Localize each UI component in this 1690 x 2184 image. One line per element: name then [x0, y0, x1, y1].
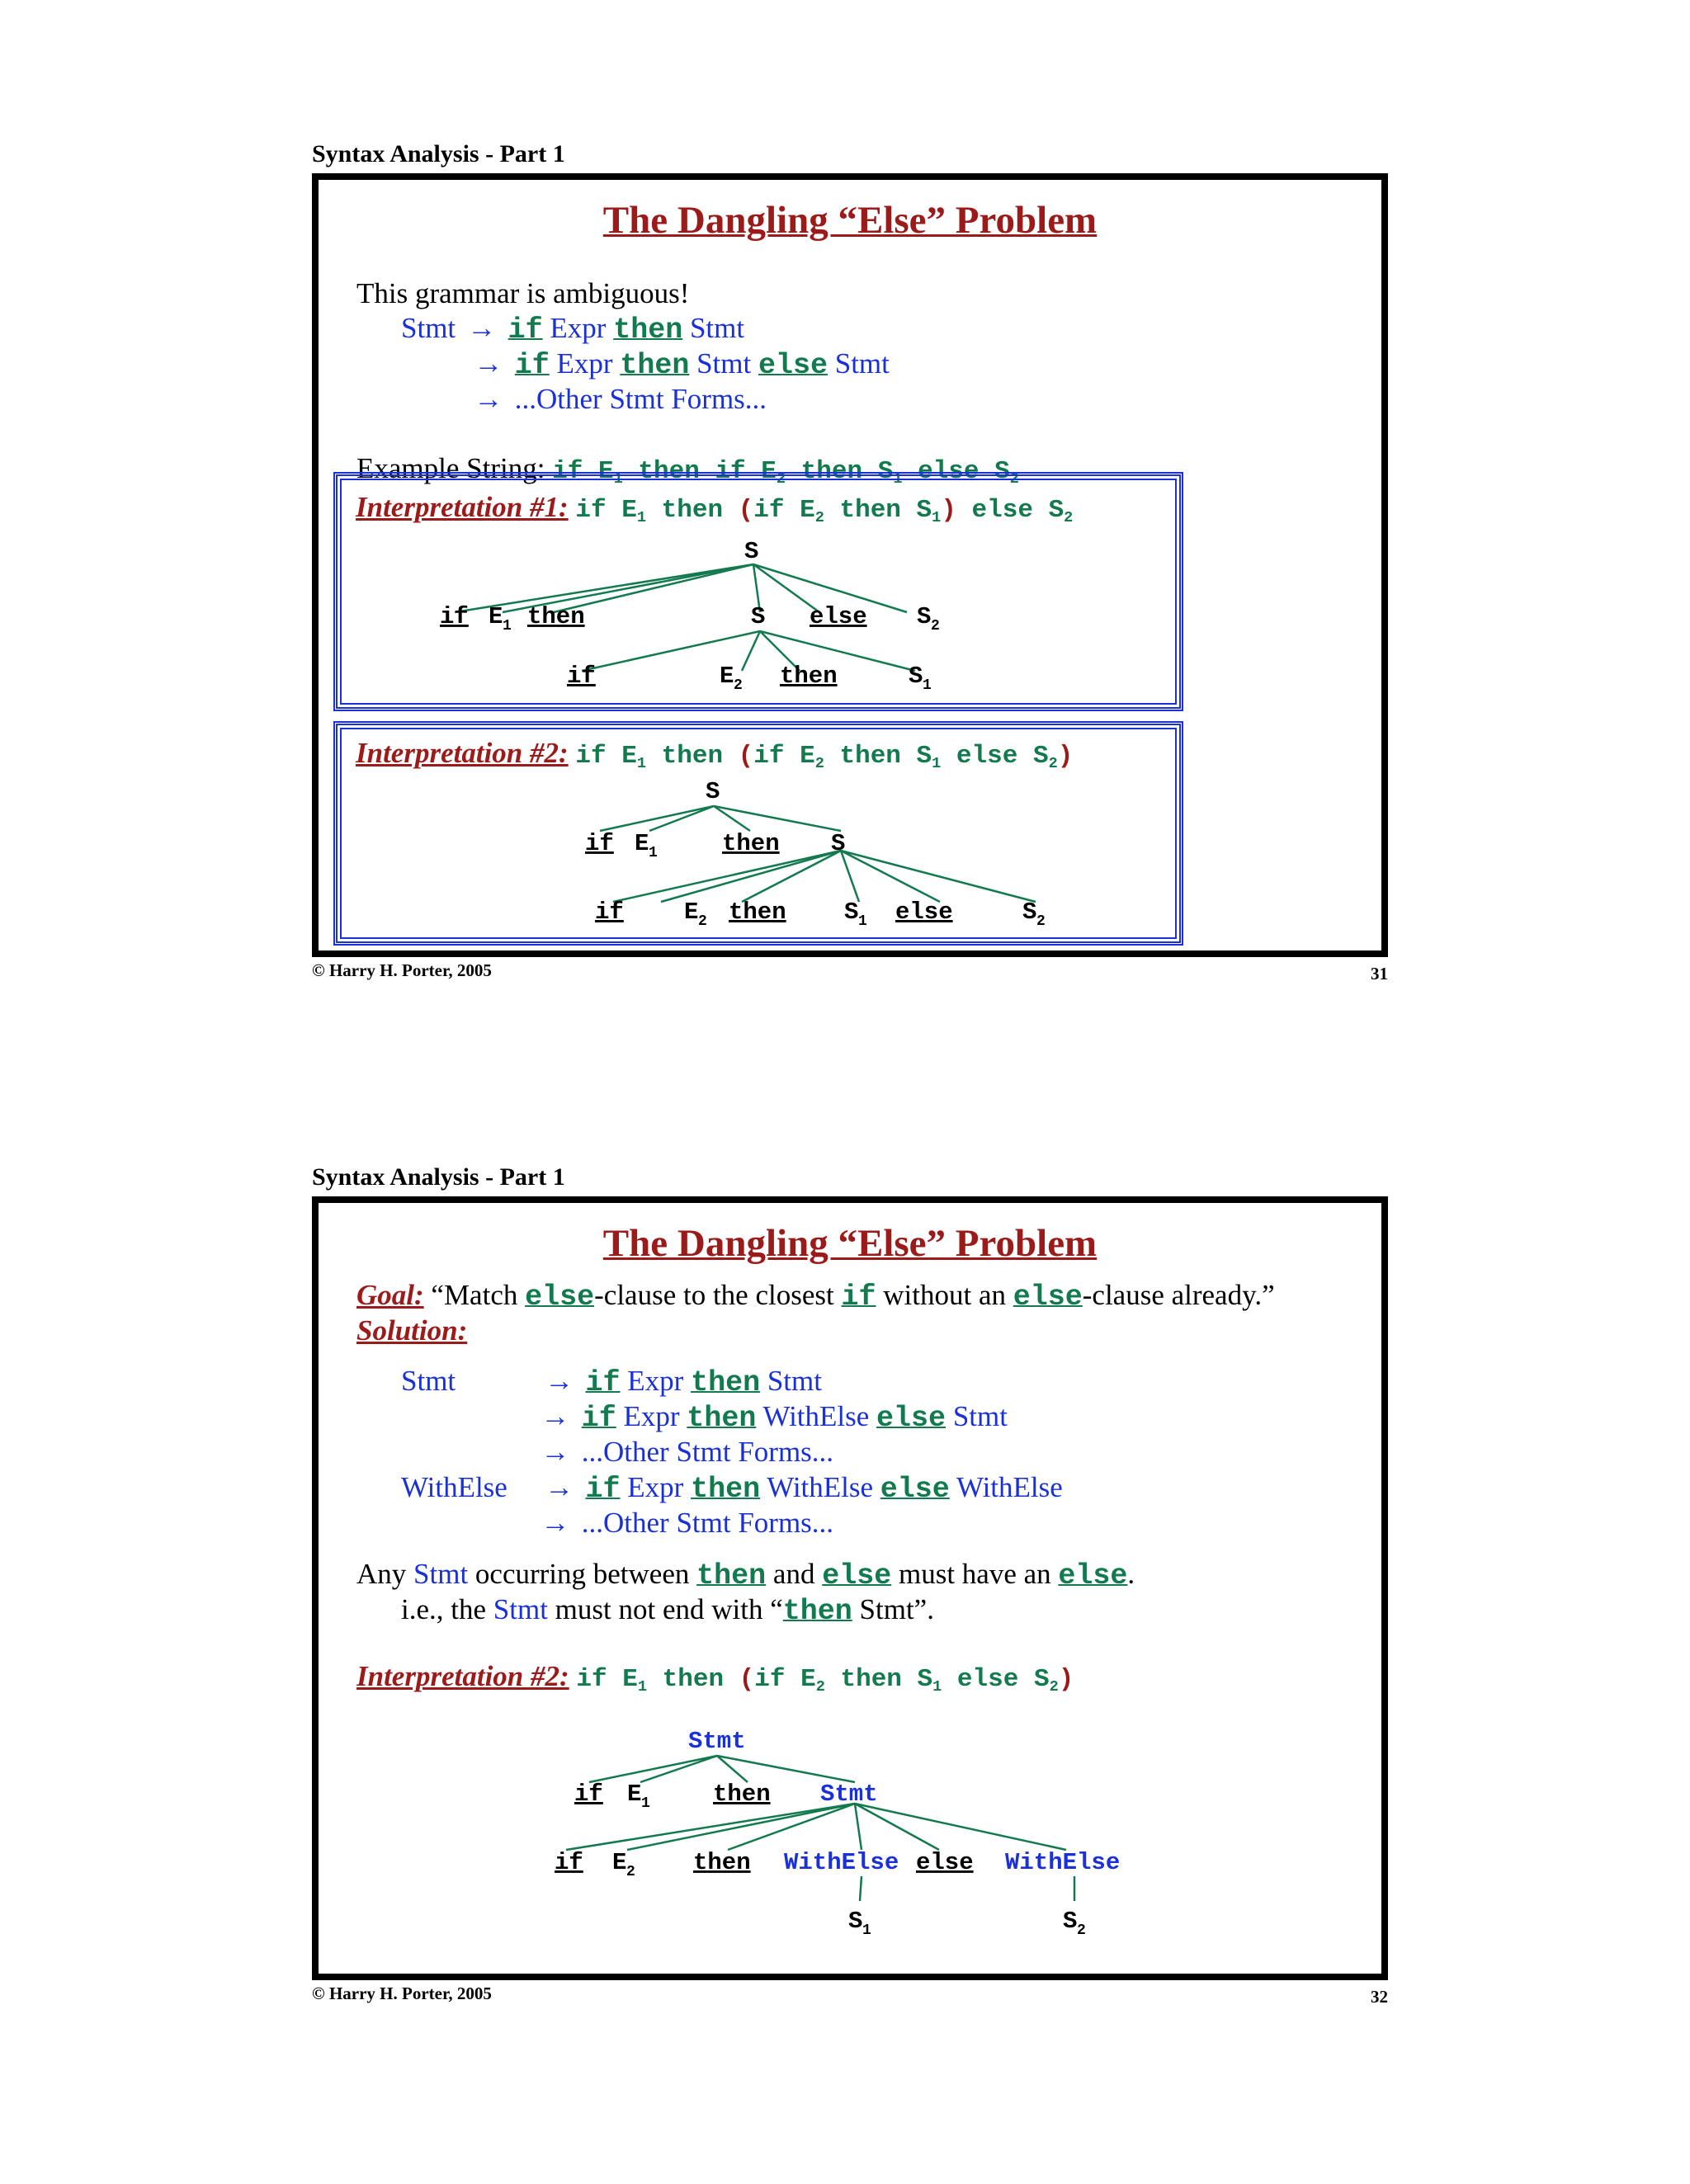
tree-node-s1: S [909, 663, 923, 690]
tree2-node-s-root: S [706, 778, 720, 805]
parse-tree-2 [338, 725, 1187, 950]
tree3-node-s1: S [848, 1908, 863, 1935]
interpretation-2-box [333, 721, 1183, 946]
grammar-rule-3 [470, 383, 767, 416]
parse-tree-3 [319, 1203, 1381, 1974]
stmt: Stmt [689, 312, 745, 344]
tree-node-then: then [527, 603, 585, 630]
tree3-node-stmt: Stmt [820, 1781, 878, 1808]
tree3-node-s2-sub: 2 [1077, 1922, 1086, 1939]
tree-node-then: then [780, 663, 838, 690]
grammar2-rule-4: WithElse → if Expr then WithElse else WithElse [401, 1471, 1063, 1506]
footer-copyright: © Harry H. Porter, 2005 [312, 960, 492, 980]
interpretation-1-label: Interpretation #1: [356, 491, 569, 523]
slide-header: Syntax Analysis - Part 1 [312, 1163, 565, 1191]
tree3-node-s2: S [1063, 1908, 1078, 1935]
tree-node-e2-sub: 2 [734, 677, 743, 694]
tree2-node-if: if [585, 830, 614, 857]
tree2-node-e1-sub: 1 [649, 845, 658, 861]
interpretation-2-code: if $E_1$ then (if $E_2$ then $S_1$ else $S_2$) [575, 742, 1074, 772]
tree3-node-e1-sub: 1 [641, 1795, 650, 1812]
grammar-rule-1 [401, 312, 744, 347]
tree-node-e1: E [489, 603, 503, 630]
arrow-icon: → [474, 383, 503, 415]
page-number: 31 [1371, 964, 1388, 984]
example-code: if $E_1$ then if $E_2$ then $S_1$ else $S_2$ [552, 457, 1019, 488]
expr: Expr [550, 312, 607, 344]
arrow-icon: → [474, 347, 503, 380]
grammar2-rule-1: Stmt → if Expr then Stmt [401, 1365, 822, 1399]
slide-title: The Dangling “Else” Problem [602, 1222, 1098, 1265]
tree2-node-s2-sub: 2 [1036, 913, 1046, 930]
parse-tree-1 [338, 476, 1187, 715]
tree2-node-else: else [895, 899, 953, 926]
tree2-node-then: then [722, 830, 780, 857]
interpretation-1-code: if $E_1$ then (if $E_2$ then $S_1$) else $S_2$ [575, 496, 1074, 526]
example-label: Example String: [356, 452, 545, 484]
tree-node-s: S [751, 603, 766, 630]
tree3-node-e2-sub: 2 [626, 1864, 635, 1880]
tree3-node-then: then [713, 1781, 771, 1808]
footer-copyright: © Harry H. Porter, 2005 [312, 1984, 492, 2003]
tree3-node-withelse: WithElse [1005, 1849, 1121, 1876]
tree3-node-withelse: WithElse [784, 1849, 899, 1876]
interpretation-2-label: Interpretation #2: [356, 1660, 569, 1692]
tree3-node-e1: E [627, 1781, 642, 1808]
grammar2-rule-3: → ...Other Stmt Forms... [536, 1436, 833, 1469]
arrow-icon: → [541, 1400, 570, 1432]
arrow-icon: → [545, 1365, 574, 1397]
slide-32 [312, 1163, 1388, 2009]
ie-line: i.e., the Stmt must not end with “then Stmt”. [401, 1593, 934, 1628]
tree-node-s-root: S [744, 538, 759, 565]
arrow-icon: → [541, 1436, 570, 1468]
grammar-lhs: Stmt [401, 312, 456, 344]
tree2-node-s1-sub: 1 [858, 913, 867, 930]
kw-else: else [758, 349, 828, 382]
tree2-node-then: then [729, 899, 786, 926]
tree3-node-stmt-root: Stmt [688, 1728, 746, 1755]
arrow-icon: → [467, 312, 497, 344]
slide-title: The Dangling “Else” Problem [602, 199, 1098, 242]
tree-node-s2-sub: 2 [931, 618, 940, 634]
tree3-node-e2: E [612, 1849, 627, 1876]
tree2-node-s1: S [844, 899, 859, 926]
kw-if: if [507, 314, 543, 347]
tree-node-s1-sub: 1 [923, 677, 932, 694]
slide-header: Syntax Analysis - Part 1 [312, 140, 565, 167]
tree3-node-s1-sub: 1 [862, 1922, 871, 1939]
arrow-icon: → [541, 1507, 570, 1539]
solution-label: Solution: [356, 1314, 468, 1347]
tree3-node-if: if [574, 1781, 603, 1808]
tree-node-e1-sub: 1 [503, 618, 512, 634]
goal-label: Goal: [356, 1279, 424, 1311]
grammar2-rule-2: → if Expr then WithElse else Stmt [536, 1400, 1008, 1435]
interpretation-1-box [333, 472, 1183, 711]
tree-node-else: else [810, 603, 867, 630]
tree-node-e2: E [720, 663, 734, 690]
intro-text: This grammar is ambiguous! [356, 277, 690, 309]
grammar2-rule-5: → ...Other Stmt Forms... [536, 1507, 833, 1540]
expr: Expr [556, 347, 613, 380]
slide-31 [312, 140, 1388, 986]
kw-then: then [620, 349, 690, 382]
slide-frame [312, 1196, 1388, 1980]
stmt: Stmt [696, 347, 752, 380]
page-number: 32 [1371, 1987, 1388, 2007]
stmt: Stmt [834, 347, 890, 380]
tree-node-s2: S [917, 603, 932, 630]
kw-if: if [514, 349, 550, 382]
tree2-node-e2-sub: 2 [698, 913, 707, 930]
slide-frame [312, 173, 1388, 957]
arrow-icon: → [545, 1471, 574, 1503]
tree2-node-s2: S [1022, 899, 1037, 926]
interpretation-2-label: Interpretation #2: [356, 737, 569, 769]
tree3-node-then: then [693, 1849, 751, 1876]
other-forms: ...Other Stmt Forms... [514, 383, 767, 415]
grammar-rule-2 [470, 347, 890, 382]
tree3-node-if: if [555, 1849, 583, 1876]
tree2-node-s: S [831, 830, 846, 857]
tree2-node-e2: E [684, 899, 699, 926]
tree-node-if: if [440, 603, 469, 630]
kw-then: then [613, 314, 683, 347]
tree2-node-e1: E [635, 830, 649, 857]
tree3-node-else: else [916, 1849, 974, 1876]
goal-line: Goal: “Match else-clause to the closest if without an else-clause already.” [356, 1279, 1275, 1314]
tree2-node-if: if [595, 899, 624, 926]
tree-node-if: if [567, 663, 596, 690]
any-stmt-line: Any Stmt occurring between then and else must have an else. [356, 1558, 1135, 1592]
interpretation-2-code: if $E_1$ then (if $E_2$ then $S_1$ else $S_2$) [576, 1665, 1074, 1696]
